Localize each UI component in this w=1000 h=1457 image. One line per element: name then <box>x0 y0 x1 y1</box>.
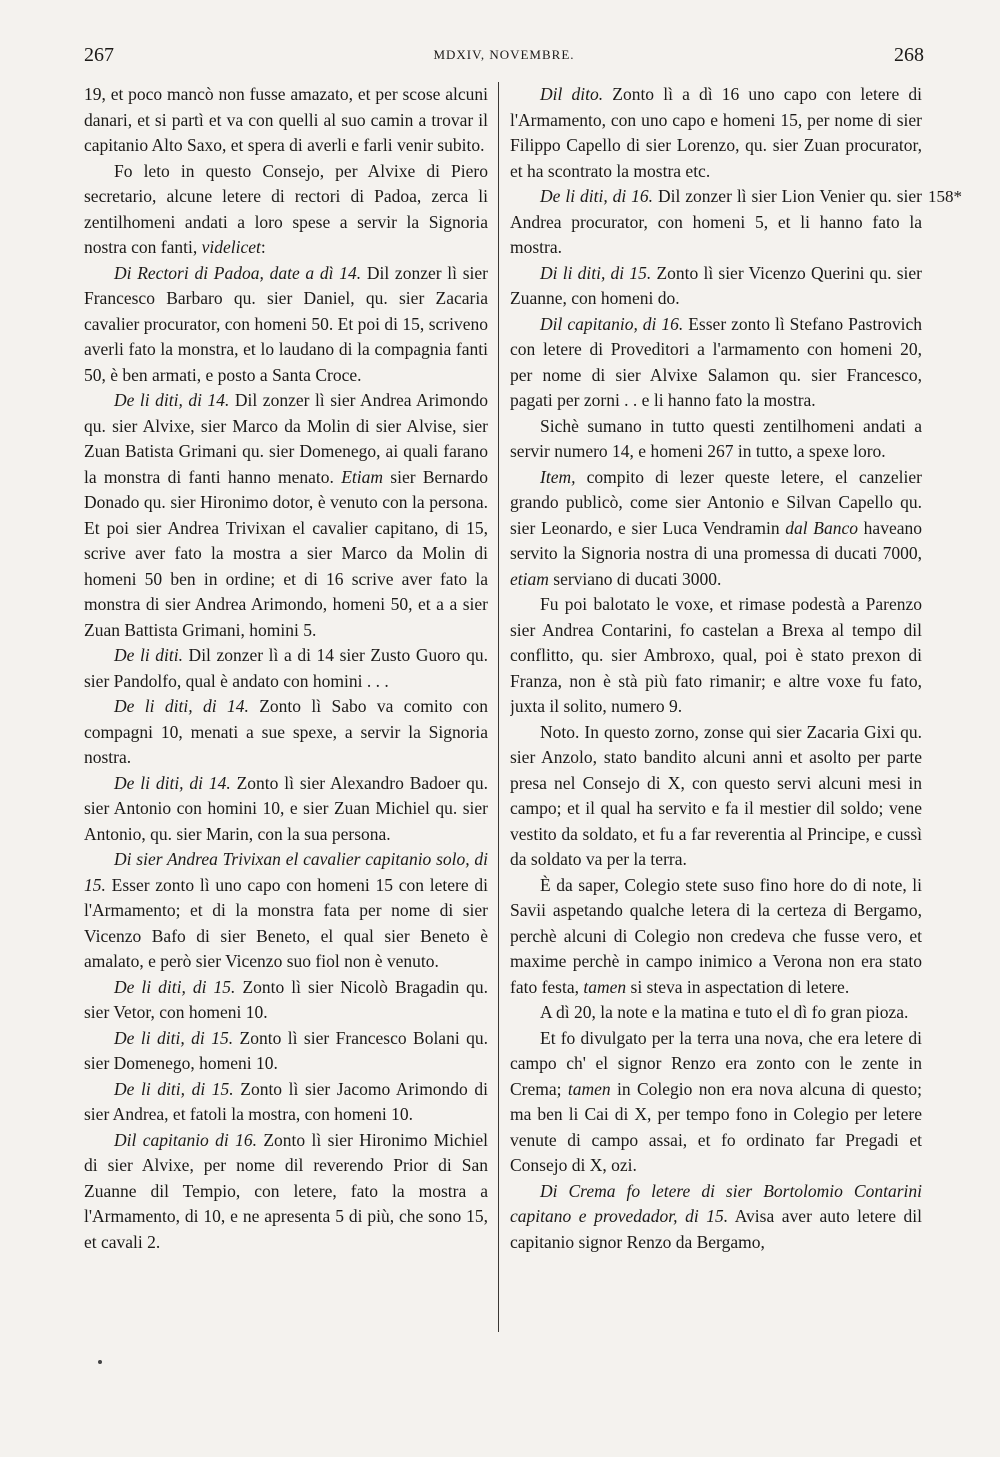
text-run: si steva in aspectation di letere. <box>626 976 850 997</box>
text-run: Dil zonzer lì sier Francesco Barbaro qu. sier Daniel, qu. sier Zacaria cavalier procurator, con homeni 50. Et poi di 15, scriveno averli fato la monstra, et lo laudano di la compagnia fanti 50, è ben armati, e posto a Santa Croce. <box>84 262 488 385</box>
text-run: Zonto lì sier Hironimo Michiel di sier Alvixe, per nome dil reverendo Prior di San Zuanne dil Tempio, con letere, fato la mostra a l'Armamento, di 10, e ne apresenta 5 di più, che sono 15, et cavali 2. <box>84 1129 488 1252</box>
text-run: sier Bernardo Donado qu. sier Hironimo dotor, è venuto con la persona. Et poi sier Andrea Trivixan el cavalier capitano, di 15, scrive aver fato la mostra a sier Marco da Molin di homeni 50 ben in ordine; et di 16 scrive aver fato la monstra di sier Andrea Arimondo, homeni 50, et a a sier Zuan Battista Grimani, homini 5. <box>84 466 488 640</box>
text-run: È da saper, Colegio stete suso fino hore do di note, li Savii aspetando qualche letera di la certeza di Bergamo, perchè alcuni di Colegio non credeva che fusse vero, et maxime perchè in campo inimico a Verona non era stato fato festa, <box>510 874 922 997</box>
text-run: Esser zonto lì Stefano Pastrovich con letere di Proveditori a l'armamento con homeni 20, per nome di sier Alvixe Salamon qu. sier Francesco, pagati per zorni . . e li hanno fato la mostra. <box>510 313 922 410</box>
text-run: haveano servito la Signoria nostra di una promessa di ducati 7000, <box>510 517 922 563</box>
paragraph <box>84 643 488 694</box>
italic-text: etiam <box>510 568 549 589</box>
text-run: Avisa aver auto letere dil capitanio signor Renzo da Bergamo, <box>510 1206 922 1252</box>
italic-text: Dil capitanio, di 16. <box>540 313 684 334</box>
right-column <box>510 82 922 1362</box>
text-run: Dil zonzer lì a di 14 sier Zusto Guoro qu. sier Pandolfo, qual è andato con homini . . . <box>84 645 488 691</box>
italic-text: tamen <box>583 976 627 997</box>
italic-text: De li diti, di 14. <box>114 772 231 793</box>
text-run: Dil zonzer lì sier Andrea Arimondo qu. sier Alvixe, sier Marco da Molin di sier Alvise, sier Zuan Batista Grimani qu. sier Domenego, ai quali farano la monstra di fanti hanno menato. <box>84 390 488 487</box>
paragraph <box>510 1179 922 1256</box>
paragraph <box>84 1128 488 1256</box>
text-run: Sichè sumano in tutto questi zentilhomeni andati a servir numero 14, e homeni 267 in tutto, a spexe loro. <box>510 415 922 461</box>
italic-text: Di Crema fo letere di sier Bortolomio Contarini capitano e provedador, di 15. <box>510 1180 922 1226</box>
italic-text: videlicet <box>201 237 261 257</box>
paragraph <box>510 82 922 184</box>
text-run: A dì 20, la note e la matina e tuto el dì fo gran pioza. <box>540 1002 909 1022</box>
italic-text: tamen <box>567 1078 611 1099</box>
italic-text: Etiam <box>341 466 383 487</box>
running-head <box>84 44 924 72</box>
paragraph <box>510 592 922 720</box>
running-title: MDXIV, NOVEMBRE. <box>433 47 575 62</box>
paragraph <box>84 1077 488 1128</box>
text-run: Zonto lì a dì 16 uno capo con letere di l'Armamento, con uno capo e homeni 15, per nome di sier Filippo Capello di sier Lorenzo, qu. sier Zuan procurator, et ha scontrato la mostra etc. <box>510 84 922 181</box>
text-run: serviano di ducati 3000. <box>548 568 722 589</box>
italic-text: De li diti, di 14. <box>114 390 230 410</box>
text-run: Zonto lì sier Vicenzo Querini qu. sier Zuanne, con homeni do. <box>510 262 922 308</box>
paragraph <box>84 694 488 771</box>
text-run: : <box>260 237 266 257</box>
text-run: Zonto lì sier Francesco Bolani qu. sier Domenego, homeni 10. <box>84 1027 488 1073</box>
text-run: Esser zonto lì uno capo con homeni 15 con letere di l'Armamento; et di la monstra fata per nome di sier Vicenzo Bafo di sier Beneto, el qual sier Beneto è amalato, e però sier Vicenzo suo fiol non è venuto. <box>84 874 488 971</box>
text-run: Dil zonzer lì sier Lion Venier qu. sier Andrea procurator, con homeni 5, et li hanno fato la mostra. <box>510 186 922 257</box>
text-run: Zonto lì sier Jacomo Arimondo di sier Andrea, et fatoli la mostra, con homeni 10. <box>84 1078 488 1124</box>
paragraph <box>510 720 922 873</box>
page-number-right: 268 <box>894 44 924 66</box>
italic-text: De li diti, di 15. <box>114 1078 234 1099</box>
italic-text: Dil capitanio di 16. <box>114 1129 257 1150</box>
paragraph <box>510 1026 922 1179</box>
paragraph <box>510 312 922 414</box>
italic-text: Di sier Andrea Trivixan el cavalier capitanio solo, di 15. <box>84 849 488 895</box>
paragraph <box>510 873 922 1001</box>
margin-folio-note: 158* <box>928 187 962 206</box>
italic-text: De li diti, di 15. <box>114 976 236 997</box>
italic-text: De li diti, di 16. <box>540 186 654 206</box>
paragraph <box>510 184 922 261</box>
paragraph <box>84 1026 488 1077</box>
column-divider <box>498 82 499 1332</box>
text-run: Zonto lì sier Alexandro Badoer qu. sier Antonio con homini 10, e sier Zuan Michiel qu. sier Antonio, qu. sier Marin, con la sua persona. <box>84 772 488 844</box>
text-run: 19, et poco mancò non fusse amazato, et per scose alcuni danari, et si partì et va con quelli al suo camin a trovar il capitanio Alto Saxo, et spera di averli e farli venir subito. <box>84 84 488 155</box>
italic-text: Dil dito. <box>540 84 604 104</box>
text-run: compito di lezer queste letere, el canzelier grando publicò, come sier Antonio e Silvan Capello qu. sier Leonardo, e sier Luca Vendramin <box>510 466 922 538</box>
text-run: in Colegio non era nova alcuna di questo; ma ben li Cai di X, per tempo fono in Colegio per letere venute di campo assai, et fo ordinato far Pregadi et Consejo di X, ozi. <box>510 1078 922 1175</box>
text-run: Fo leto in questo Consejo, per Alvixe di Piero secretario, alcune letere di rectori di Padoa, zerca li zentilhomeni andati a loro spese a servir la Signoria nostra con fanti, <box>84 160 488 257</box>
paragraph <box>84 847 488 975</box>
paragraph <box>510 261 922 312</box>
italic-text: Di Rectori di Padoa, date a dì 14. <box>114 262 362 283</box>
text-run: Zonto lì Sabo va comito con compagni 10, menati a sue spexe, a servir la Signoria nostra. <box>84 696 488 767</box>
italic-text: Item, <box>540 466 576 487</box>
text-run: Fu poi balotato le voxe, et rimase podestà a Parenzo sier Andrea Contarini, fo castelan a Brexa al tempo dil conflitto, qu. sier Ambroxo, qual, poi è stato prexon di Franza, non è stà più fato rimanir; e altre voxe fu fato, juxta il solito, numero 9. <box>510 594 922 716</box>
italic-text: dal Banco <box>785 517 858 538</box>
paragraph <box>84 771 488 848</box>
italic-text: De li diti, di 14. <box>114 696 249 716</box>
page-number-left: 267 <box>84 44 114 66</box>
left-column <box>84 82 488 1362</box>
paragraph <box>510 1000 922 1026</box>
printer-dot <box>98 1360 102 1364</box>
text-run: Noto. In questo zorno, zonse qui sier Zacaria Gixi qu. sier Anzolo, stato bandito alcuni anni et asolto per parte presa nel Consejo di X, con questo servi alcuni mesi in campo; et il qual ha servito e fa il mestier dil soldo; vene vestito da soldato, et fu a far reverentia al Principe, e cussì da soldato va per la terra. <box>510 721 922 869</box>
paragraph <box>84 975 488 1026</box>
italic-text: De li diti. <box>114 645 183 665</box>
paragraph <box>84 261 488 389</box>
paragraph <box>84 388 488 643</box>
paragraph <box>510 414 922 465</box>
italic-text: De li diti, di 15. <box>114 1027 234 1048</box>
text-run: Zonto lì sier Nicolò Bragadin qu. sier Vetor, con homeni 10. <box>84 976 488 1022</box>
paragraph <box>84 82 488 159</box>
italic-text: Di li diti, di 15. <box>540 262 652 283</box>
paragraph <box>84 159 488 261</box>
text-run: Et fo divulgato per la terra una nova, che era letere di campo ch' el signor Renzo era zonto con le zente in Crema; <box>510 1027 922 1099</box>
paragraph <box>510 465 922 593</box>
